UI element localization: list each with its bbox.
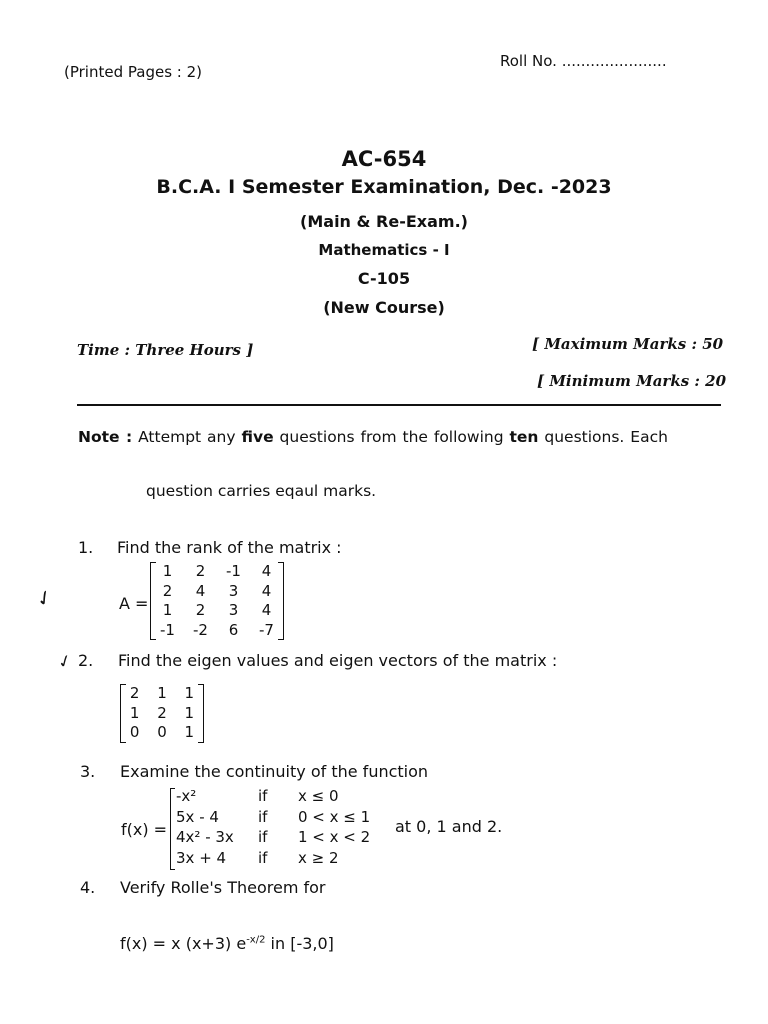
matrix-cell: -1 (226, 562, 241, 580)
matrix-cell: 1 (157, 684, 167, 702)
matrix-cell: 3 (228, 601, 239, 619)
note-text-c: questions. Each (544, 428, 668, 446)
piece-condition: 0 < x ≤ 1 (298, 807, 371, 826)
roll-number: Roll No. ...................... (500, 52, 667, 70)
rolle-expression: f(x) = x (x+3) e (120, 934, 247, 953)
printed-pages: (Printed Pages : 2) (64, 63, 202, 81)
piecewise-definition (176, 786, 408, 868)
question-4-text: Verify Rolle's Theorem for (120, 878, 326, 897)
note-text-b: questions from the following (279, 428, 504, 446)
matrix-cell: 1 (184, 684, 195, 702)
piecewise-brace (170, 788, 175, 870)
question-2-number: 2. (78, 651, 94, 670)
piece-if: if (258, 787, 268, 805)
piece-expression: 4x² - 3x (176, 828, 234, 846)
matrix-a (150, 562, 284, 640)
subject-title: Mathematics - I (318, 241, 450, 259)
matrix-cell: 4 (261, 562, 272, 580)
course-type: (New Course) (323, 298, 445, 317)
matrix-cell: 2 (195, 601, 206, 619)
matrix-cell: -2 (193, 620, 208, 639)
function-label: f(x) = (121, 820, 168, 839)
matrix-cell: 0 (129, 723, 140, 741)
matrix-cell: 2 (162, 581, 173, 600)
piece-expression: -x² (176, 787, 197, 805)
matrix-cell: -1 (160, 620, 175, 639)
exam-type: (Main & Re-Exam.) (300, 212, 468, 231)
matrix-cell: 4 (261, 581, 272, 600)
minimum-marks: [ Minimum Marks : 20 (537, 372, 727, 390)
matrix-cell: 6 (228, 620, 239, 639)
header-divider (77, 404, 721, 406)
piece-expression: 3x + 4 (176, 848, 227, 867)
matrix-cell: 3 (228, 581, 239, 600)
matrix-b (120, 684, 204, 743)
pen-mark: ✓ (55, 650, 76, 674)
question-3-text: Examine the continuity of the function (120, 762, 429, 781)
piece-if: if (258, 848, 268, 867)
piece-condition: x ≤ 0 (298, 787, 339, 805)
course-code: C-105 (357, 269, 411, 288)
piece-if: if (258, 828, 268, 846)
matrix-cell: 1 (129, 703, 140, 722)
matrix-cell: 4 (195, 581, 206, 600)
matrix-cell: 1 (184, 723, 195, 741)
continuity-points: at 0, 1 and 2. (395, 817, 503, 836)
note-total: ten (509, 428, 539, 446)
matrix-cell: -7 (259, 620, 274, 639)
exam-title: B.C.A. I Semester Examination, Dec. -2023 (156, 176, 612, 198)
matrix-cell: 1 (162, 601, 173, 619)
time-duration: Time : Three Hours ] (77, 341, 254, 359)
note-count: five (241, 428, 274, 446)
rolle-interval: in [-3,0] (265, 934, 334, 953)
piece-condition: 1 < x < 2 (298, 828, 371, 846)
rolle-exponent: -x/2 (246, 934, 266, 946)
paper-code: AC-654 (341, 147, 427, 171)
instructions-note (78, 428, 668, 446)
question-1-number: 1. (78, 538, 94, 557)
question-3-number: 3. (80, 762, 96, 781)
question-2-text: Find the eigen values and eigen vectors of the matrix : (118, 651, 558, 670)
matrix-cell: 2 (129, 684, 140, 702)
pen-mark: ✓ (31, 583, 58, 613)
note-line-2: question carries eqaul marks. (146, 482, 377, 500)
matrix-label: A = (119, 594, 149, 613)
question-4-number: 4. (80, 878, 96, 897)
piece-expression: 5x - 4 (176, 807, 219, 826)
matrix-cell: 1 (162, 562, 173, 580)
matrix-cell: 2 (195, 562, 206, 580)
matrix-cell: 1 (184, 703, 195, 722)
maximum-marks: [ Maximum Marks : 50 (532, 335, 724, 353)
piece-condition: x ≥ 2 (298, 848, 339, 867)
matrix-cell: 0 (157, 723, 167, 741)
matrix-cell: 4 (261, 601, 272, 619)
matrix-cell: 2 (157, 703, 167, 722)
question-1-text: Find the rank of the matrix : (117, 538, 342, 557)
note-text-a: Attempt any (138, 428, 236, 446)
piece-if: if (258, 807, 268, 826)
rolle-function (120, 934, 334, 953)
note-label: Note : (78, 428, 133, 446)
